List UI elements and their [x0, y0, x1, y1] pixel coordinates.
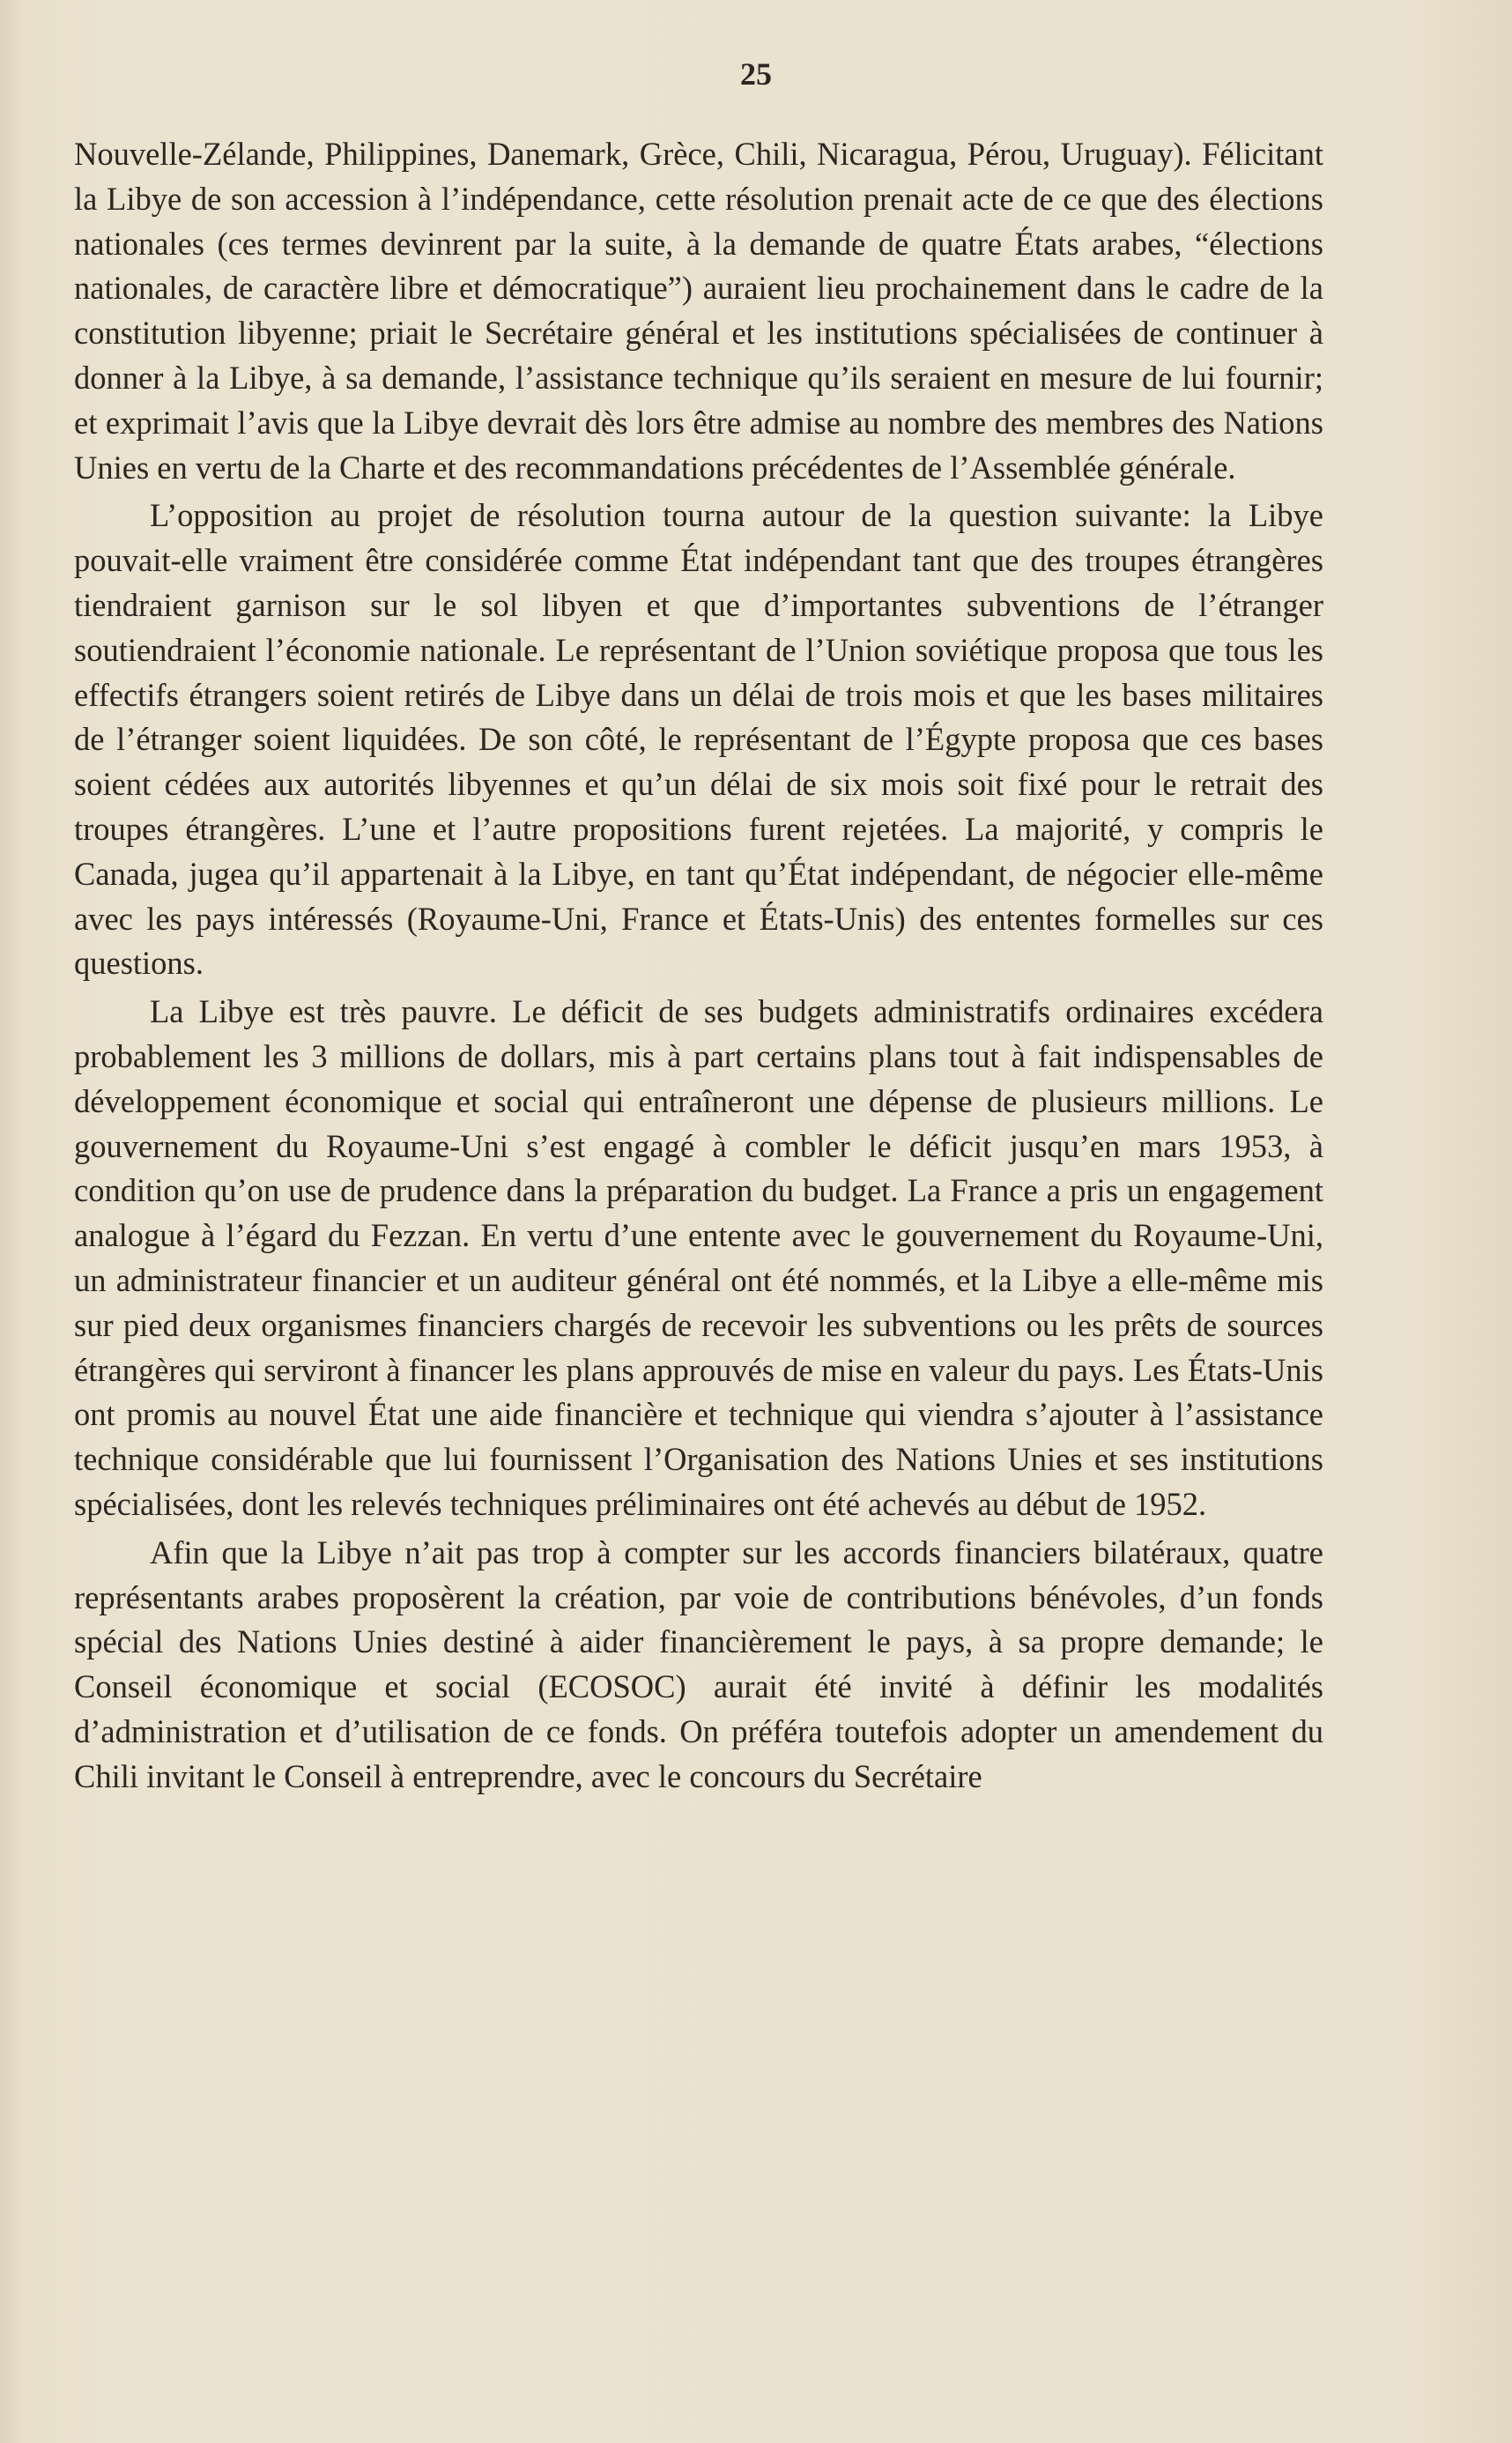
paragraph-3: La Libye est très pauvre. Le déficit de ses budgets administratifs ordinaires excédera probablement les 3 millions de dollars, mis à part certains plans tout à fait indispensables de développement économique et social qui entraîneront une dépense de plusieurs millions. Le gouvernement du Royaume-Uni s’est engagé à combler le déficit jusqu’en mars 1953, à condition qu’on use de prudence dans la préparation du budget. La France a pris un engagement analogue à l’égard du Fezzan. En vertu d’une entente avec le gouvernement du Royaume-Uni, un administrateur financier et un auditeur général ont été nommés, et la Libye a elle-même mis sur pied deux organismes financiers chargés de recevoir les subventions ou les prêts de sources étrangères qui serviront à financer les plans approuvés de mise en valeur du pays. Les États-Unis ont promis au nouvel État une aide financière et technique qui viendra s’ajouter à l’assistance technique considérable que lui fournissent l’Organisation des Nations Unies et ses institutions spécialisées, dont les relevés techniques préliminaires ont été achevés au début de 1952. — [74, 993, 1323, 1522]
body-text — [74, 132, 1323, 1799]
paragraph-4: Afin que la Libye n’ait pas trop à compter sur les accords financiers bilatéraux, quatre représentants arabes proposèrent la création, par voie de contributions bénévoles, d’un fonds spécial des Nations Unies destiné à aider financièrement le pays, à sa propre demande; le Conseil économique et social (ECOSOC) aurait été invité à définir les modalités d’administration et d’utilisation de ce fonds. On préféra toutefois adopter un amendement du Chili invitant le Conseil à entreprendre, avec le concours du Secrétaire — [74, 1533, 1323, 1794]
paragraph-1: Nouvelle-Zélande, Philippines, Danemark, Grèce, Chili, Nicaragua, Pérou, Uruguay). Félicitant la Libye de son accession à l’indépendance, cette résolution prenait acte de ce que des élections nationales (ces termes devinrent par la suite, à la demande de quatre États arabes, “élections nationales, de caractère libre et démocratique”) auraient lieu prochainement dans le cadre de la constitution libyenne; priait le Secrétaire général et les institutions spécialisées de continuer à donner à la Libye, à sa demande, l’assistance technique qu’ils seraient en mesure de lui fournir; et exprimait l’avis que la Libye devrait dès lors être admise au nombre des membres des Nations Unies en vertu de la Charte et des recommandations précédentes de l’Assemblée générale. — [74, 136, 1323, 486]
paragraph-2: L’opposition au projet de résolution tourna autour de la question suivante: la Libye pouvait-elle vraiment être considérée comme État indépendant tant que des troupes étrangères tiendraient garnison sur le sol libyen et que d’importantes subventions de l’étranger soutiendraient l’économie nationale. Le représentant de l’Union soviétique proposa que tous les effectifs étrangers soient retirés de Libye dans un délai de trois mois et que les bases militaires de l’étranger soient liquidées. De son côté, le représentant de l’Égypte proposa que ces bases soient cédées aux autorités libyennes et qu’un délai de six mois soit fixé pour le retrait des troupes étrangères. L’une et l’autre propositions furent rejetées. La majorité, y compris le Canada, jugea qu’il appartenait à la Libye, en tant qu’État indépendant, de négocier elle-même avec les pays intéressés (Royaume-Uni, France et États-Unis) des ententes formelles sur ces questions. — [74, 497, 1323, 982]
page-number: 25 — [740, 56, 772, 92]
